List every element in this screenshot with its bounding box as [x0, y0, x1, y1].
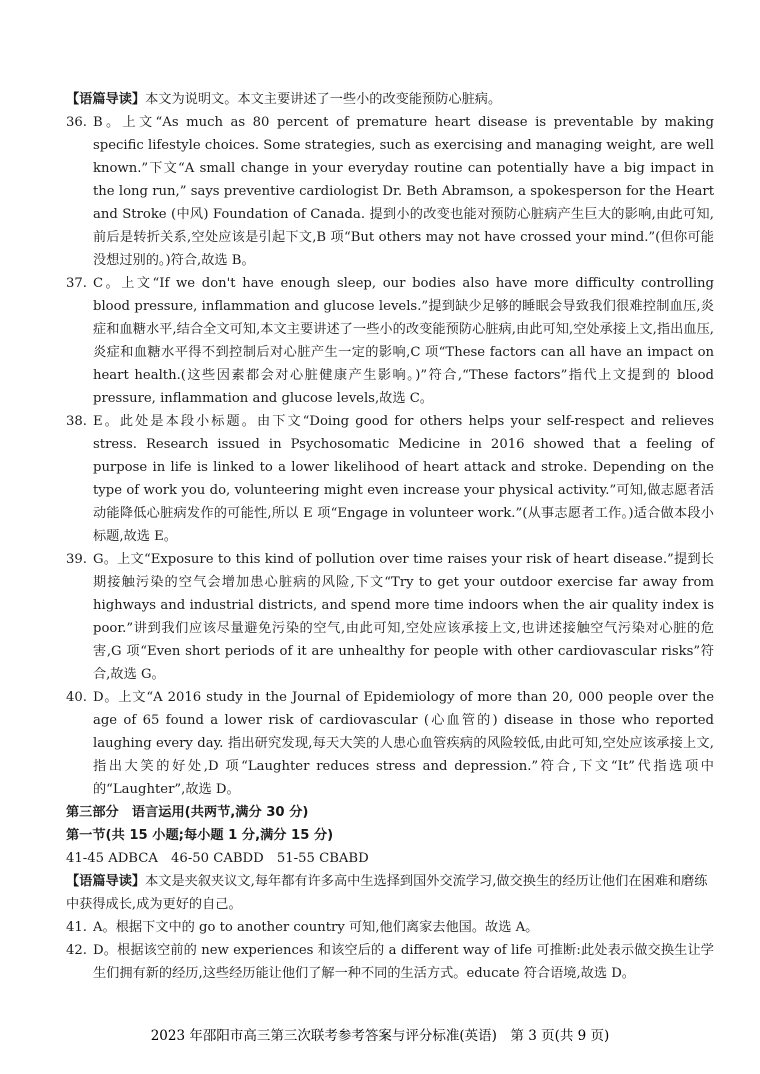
reading-guide-tag: 【语篇导读】 — [66, 874, 146, 889]
answer-item-39 — [66, 548, 714, 686]
item-text: C。上文“If we don't have enough sleep, our bodies also have more difficulty controlling blood pressure, inflammation and glucose levels.”提到缺少足够的睡眠会导致我们很难控制血压,炎症和血糖水平,结合全文可知,本文主要讲述了一些小的改变能预防心脏病,由此可知,空处承接上文,指出血压,炎症和血糖水平得不到控制后对心脏产生一定的影响,C 项“These factors can all have an impact on heart health.(这些因素都会对心脏健康产生影响。)”符合,“These factors”指代上文提到的 blood pressure, inflammation and glucose levels,故选 C。 — [93, 276, 714, 406]
item-number: 38. — [66, 414, 87, 429]
reading-guide-text: 本文是夹叙夹议文,每年都有许多高中生选择到国外交流学习,做交换生的经历让他们在困难和磨练中获得成长,成为更好的自己。 — [66, 874, 708, 912]
answer-item-40 — [66, 686, 714, 801]
item-number: 39. — [66, 552, 87, 567]
reading-guide-tag: 【语篇导读】 — [66, 92, 146, 107]
reading-guide-text: 本文为说明文。本文主要讲述了一些小的改变能预防心脏病。 — [145, 92, 502, 107]
reading-guide-1 — [66, 88, 714, 111]
answer-item-38 — [66, 410, 714, 548]
answer-item-41 — [66, 916, 714, 939]
item-number: 42. — [66, 943, 87, 958]
item-text: E。此处是本段小标题。由下文“Doing good for others helps your self-respect and relieves stress. Research issued in Psychosomatic Medicine in 2016 showed that a feeling of purpose in life is linked to a lower likelihood of heart attack and stroke. Depending on the type of work you do, volunteering might even increase your physical activity.”可知,做志愿者活动能降低心脏病发作的可能性,所以 E 项“Engage in volunteer work.”(从事志愿者工作。)适合做本段小标题,故选 E。 — [93, 414, 714, 544]
page-footer: 2023 年邵阳市高三第三次联考参考答案与评分标准(英语) 第 3 页(共 9 页) — [150, 1028, 610, 1044]
section-sub-heading: 第一节(共 15 小题;每小题 1 分,满分 15 分) — [66, 828, 334, 843]
section-part-heading: 第三部分 语言运用(共两节,满分 30 分) — [66, 805, 309, 820]
item-text: G。上文“Exposure to this kind of pollution over time raises your risk of heart disease.”提到长期接触污染的空气会增加患心脏病的风险,下文“Try to get your outdoor exercise far away from highways and industrial districts, and spend more time indoors when the air quality index is poor.”讲到我们应该尽量避免污染的空气,由此可知,空处应该承接上文,也讲述接触空气污染对心脏的危害,G 项“Even short periods of it are unhealthy for people with other cardiovascular risks”符合,故选 G。 — [93, 552, 714, 682]
answer-item-36 — [66, 111, 714, 272]
item-text: B。上文“As much as 80 percent of premature heart disease is preventable by making specific lifestyle choices. Some strategies, such as exercising and managing weight, are well known.”下文“A small change in your everyday routine can potentially have a big impact in the long run,” says preventive cardiologist Dr. Beth Abramson, a spokesperson for the Heart and Stroke (中风) Foundation of Canada. 提到小的改变也能对预防心脏病产生巨大的影响,由此可知,前后是转折关系,空处应该是引起下文,B 项“But others may not have crossed your mind.”(但你可能没想过别的。)符合,故选 B。 — [93, 115, 714, 268]
answer-item-42 — [66, 939, 714, 985]
reading-guide-2 — [66, 870, 714, 916]
item-text: D。上文“A 2016 study in the Journal of Epidemiology of more than 20, 000 people over the age of 65 found a lower risk of cardiovascular (心血管的) disease in those who reported laughing every day. 指出研究发现,每天大笑的人患心血管疾病的风险较低,由此可知,空处应该承接上文,指出大笑的好处,D 项“Laughter reduces stress and depression.”符合,下文“It”代指选项中的“Laughter”,故选 D。 — [93, 690, 714, 797]
item-number: 40. — [66, 690, 87, 705]
item-number: 41. — [66, 920, 87, 935]
item-number: 36. — [66, 115, 87, 130]
item-text: A。根据下文中的 go to another country 可知,他们离家去他国。故选 A。 — [93, 920, 539, 935]
item-text: D。根据该空前的 new experiences 和该空后的 a different way of life 可推断:此处表示做交换生让学生们拥有新的经历,这些经历能让他们了解一种不同的生活方式。educate 符合语境,故选 D。 — [93, 943, 714, 981]
item-number: 37. — [66, 276, 87, 291]
answer-key-line: 41-45 ADBCA 46-50 CABDD 51-55 CBABD — [66, 851, 369, 866]
answer-item-37 — [66, 272, 714, 410]
